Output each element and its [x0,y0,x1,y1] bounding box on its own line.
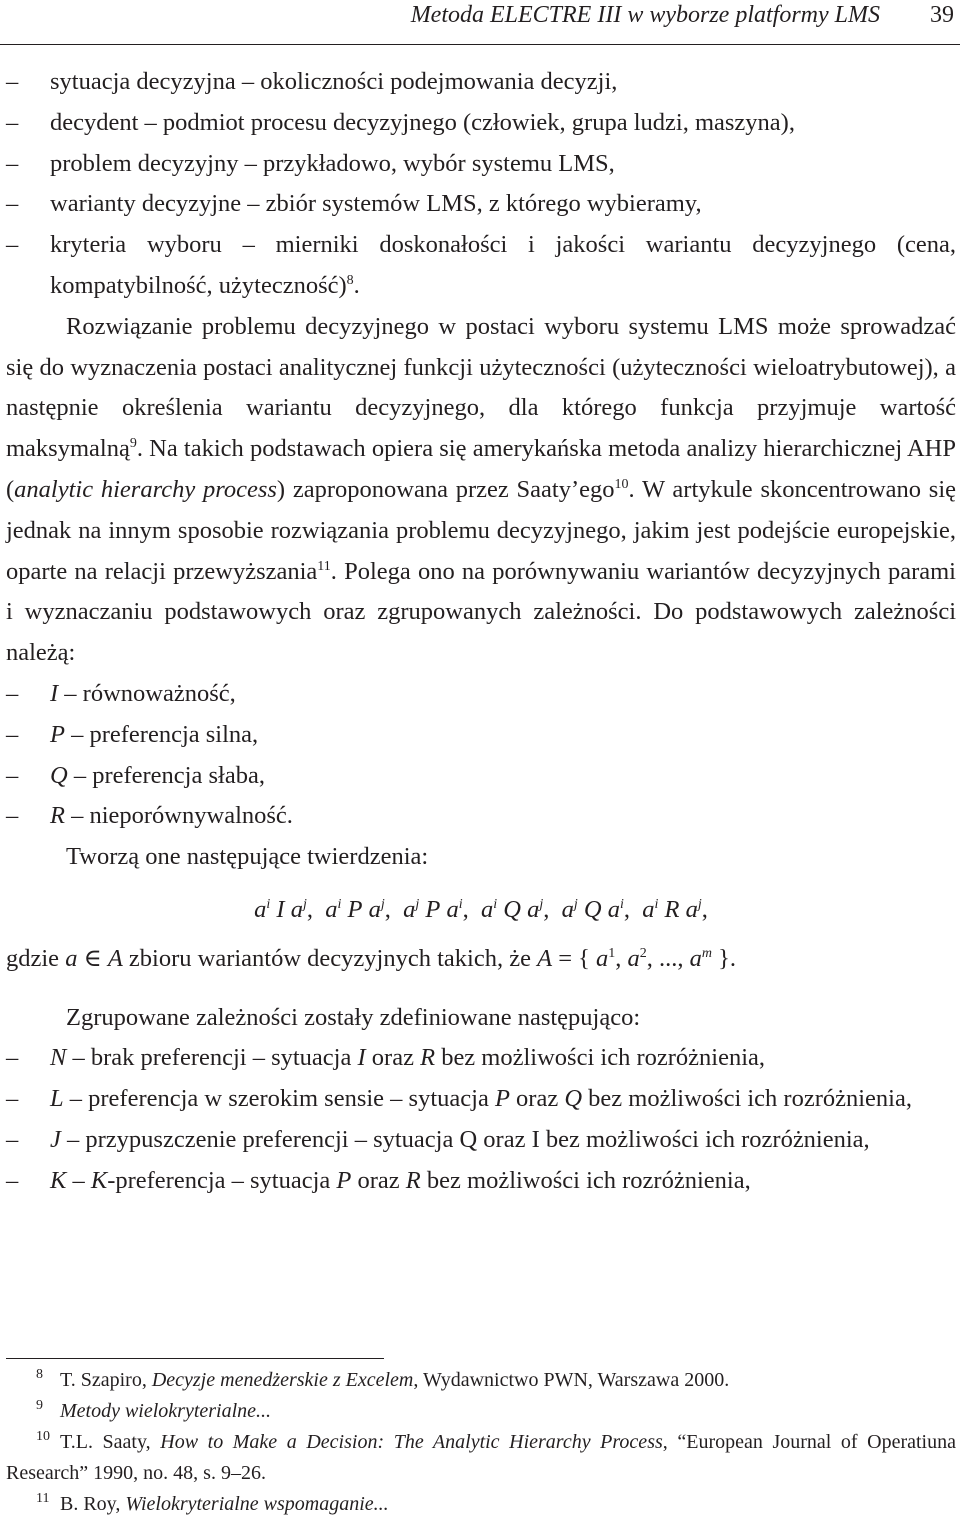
relation-symbol: P [50,720,65,748]
footnote: 9 Metody wielokryterialne... [36,1398,272,1422]
dash: – [6,1044,19,1072]
dash: – [6,1125,19,1153]
list-text-content: – równoważność, [58,679,236,707]
list-item [6,756,956,797]
list-text [50,756,956,797]
para-text: ) zaproponowana przez Saaty’ego [276,475,615,503]
footnote: 8 T. Szapiro, Decyzje menedżerskie z Excelem, Wydawnictwo PWN, Warszawa 2000. [36,1367,730,1391]
dash: – [6,190,19,218]
footnote-ref: 10 [614,476,629,492]
para-text: Rozwiązanie problemu decyzyjnego w postaci wyboru systemu LMS może sprowadzać się do wyznaczenia postaci analitycznej funkcji użyteczności (użyteczności wieloatrybutowej), a następnie określenia wariantu decyzyjnego, dla którego funkcja przyjmuje wartość maksymalną [6,312,956,463]
formula-definition: gdzie a ∈ A zbioru wariantów decyzyjnych takich, że A = { $a^1$, $a^2$, ..., $a^m$ }. [6,944,737,972]
para-italic: analytic hierarchy process [14,475,277,503]
list-text: problem decyzyjny – przykładowo, wybór systemu LMS, [50,149,615,177]
list-item [6,1038,956,1079]
list-item [6,184,956,225]
list-text-content: – preferencja słaba, [67,761,265,789]
dash: – [6,231,19,259]
footnote-ref: 8 [346,272,354,288]
list-text-content: – nieporównywalność. [64,802,293,830]
para-text: . Polega ono na porównywaniu wariantów decyzyjnych parami i wyznaczaniu podstawowych oraz zgrupowanych zależności. Do podstawowych zależności należą: [6,557,956,667]
list-text: warianty decyzyjne – zbiór systemów LMS, z którego wybieramy, [50,190,702,218]
formula: $a^i$ I $a^j$, $a^i$ P $a^j$, $a^j$ P $a^i$, $a^i$ Q $a^j$, $a^j$ Q $a^i$, $a^i$ R $a^j$, [254,895,708,923]
paragraph: Tworzą one następujące twierdzenia: [66,843,429,871]
list-item [6,103,956,144]
list-item [6,1120,956,1161]
list-item [6,144,956,185]
footnote-rule [6,1358,384,1359]
dash: – [6,802,19,830]
list-text: sytuacja decyzyjna – okoliczności podejmowania decyzji, [50,68,618,95]
footnote: 10 T.L. Saaty, How to Make a Decision: The Analytic Hierarchy Process, “European Journal of Operatiuna Research” 1990, no. 48, s. 9–26. [6,1429,956,1484]
running-header [0,0,960,45]
list-text-content: – preferencja silna, [64,720,259,748]
list-text: L – preferencja w szerokim sensie – sytuacja P oraz Q bez możliwości ich rozróżnienia, [50,1085,912,1113]
list-text [50,715,956,756]
page-number: 39 [930,2,954,28]
paragraph: Zgrupowane zależności zostały zdefiniowane następująco: [66,1003,641,1031]
list-text-content: kryteria wyboru – mierniki doskonałości i jakości wariantu decyzyjnego (cena, kompatybilność, użyteczność) [50,231,956,299]
footnote-ref: 11 [317,558,331,574]
dash: – [6,108,19,136]
list-text: J – przypuszczenie preferencji – sytuacja Q oraz I bez możliwości ich rozróżnienia, [50,1125,870,1153]
relation-symbol: Q [50,761,68,789]
dash: – [6,149,19,177]
list-item [6,796,956,837]
list-item [6,1161,956,1202]
dash: – [6,68,19,95]
list-text: kryteria wyboru – mierniki doskonałości i jakości wariantu decyzyjnego (cena, kompatybilność, użyteczność)$^8$. [50,231,956,299]
list-text [50,796,956,837]
list-text: N – brak preferencji – sytuacja I oraz R bez możliwości ich rozróżnienia, [50,1044,765,1072]
relation-symbol: I [50,679,59,707]
paragraph [6,307,956,674]
dash: – [6,679,19,707]
para-text: . W artykule skoncentrowano się jednak na innym sposobie rozwiązania problemu decyzyjnego, jakim jest podejście europejskie, oparte na relacji przewyższania [6,475,956,585]
running-title: Metoda ELECTRE III w wyborze platformy LMS [410,2,880,28]
footnote: 11 B. Roy, Wielokryterialne wspomaganie... [36,1491,389,1515]
list-item [6,225,956,307]
dash: – [6,1166,19,1194]
relation-symbol: R [50,802,65,830]
list-item [6,715,956,756]
footnotes [6,1358,956,1520]
dash: – [6,720,19,748]
list-text: decydent – podmiot procesu decyzyjnego (człowiek, grupa ludzi, maszyna), [50,108,795,136]
list-item [6,1079,956,1120]
footnote-ref: 9 [129,436,137,452]
list-text: K – K-preferencja – sytuacja P oraz R bez możliwości ich rozróżnienia, [50,1166,751,1194]
dash: – [6,761,19,789]
list-item [6,674,956,715]
para-text: . Na takich podstawach opiera się amerykańska metoda analizy hierarchicznej AHP ( [6,435,956,503]
dash: – [6,1085,19,1113]
list-text [50,674,956,715]
body-text [6,62,956,1202]
list-item [6,62,956,103]
